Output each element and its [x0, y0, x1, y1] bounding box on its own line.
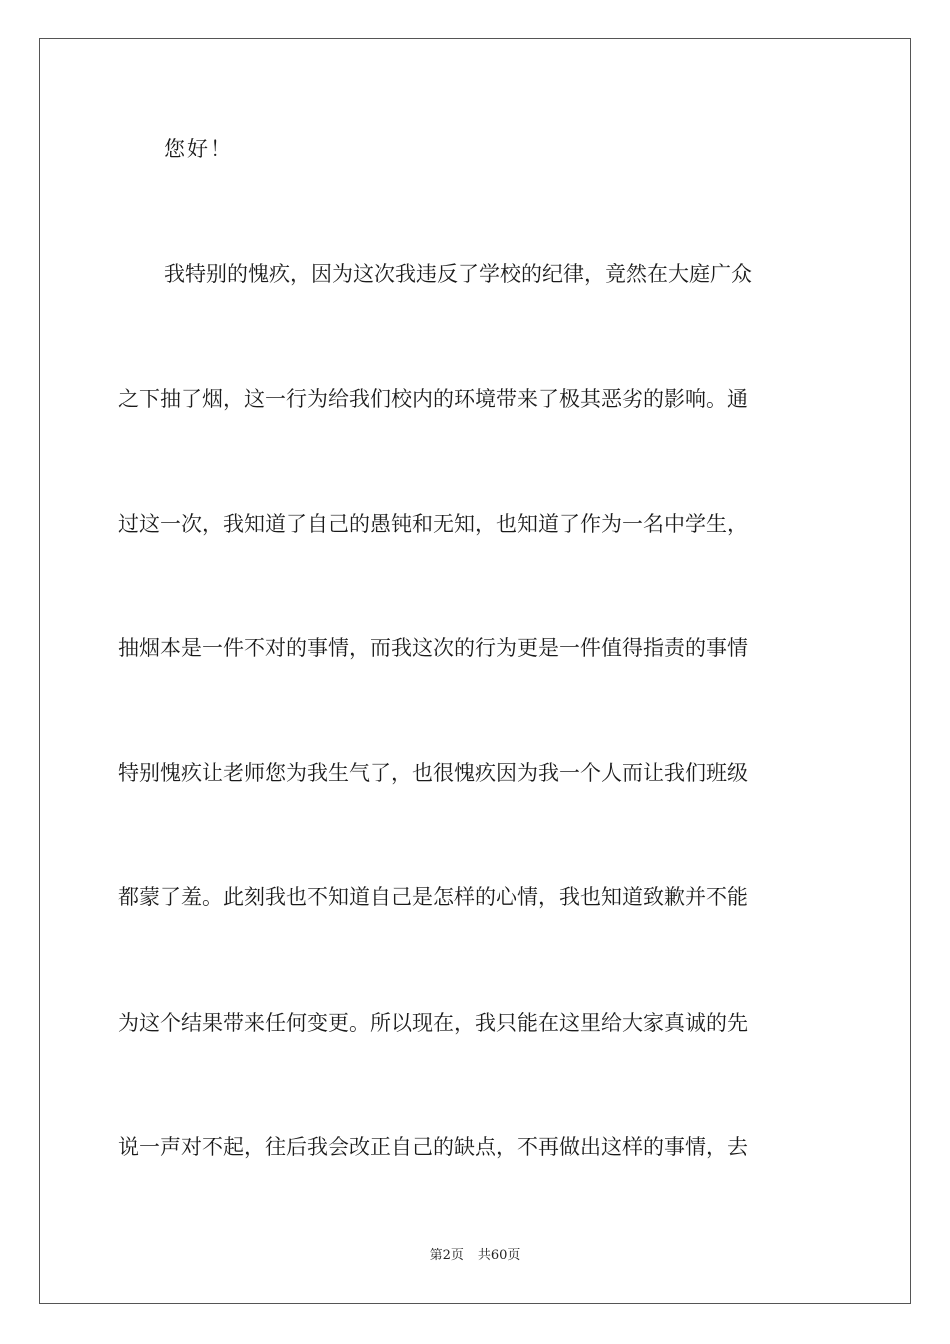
- page-number: 第2页: [429, 1248, 464, 1263]
- body-line-7: 为这个结果带来任何变更。所以现在，我只能在这里给大家真诚的先: [118, 1011, 748, 1035]
- greeting-line: 您好！: [164, 137, 233, 161]
- body-line-6: 都蒙了羞。此刻我也不知道自己是怎样的心情，我也知道致歉并不能: [118, 885, 748, 909]
- body-line-5: 特别愧疚让老师您为我生气了，也很愧疚因为我一个人而让我们班级: [118, 761, 748, 785]
- body-line-4: 抽烟本是一件不对的事情，而我这次的行为更是一件值得指责的事情: [118, 636, 748, 660]
- body-line-1: 我特别的愧疚，因为这次我违反了学校的纪律，竟然在大庭广众: [164, 262, 752, 286]
- page-total: 共60页: [477, 1248, 521, 1263]
- body-line-2: 之下抽了烟，这一行为给我们校内的环境带来了极其恶劣的影响。通: [118, 387, 748, 411]
- body-line-3: 过这一次，我知道了自己的愚钝和无知，也知道了作为一名中学生，: [118, 512, 748, 536]
- page-border: [39, 38, 911, 1304]
- page-footer: [0, 1247, 950, 1265]
- body-line-8: 说一声对不起，往后我会改正自己的缺点，不再做出这样的事情，去: [118, 1135, 748, 1159]
